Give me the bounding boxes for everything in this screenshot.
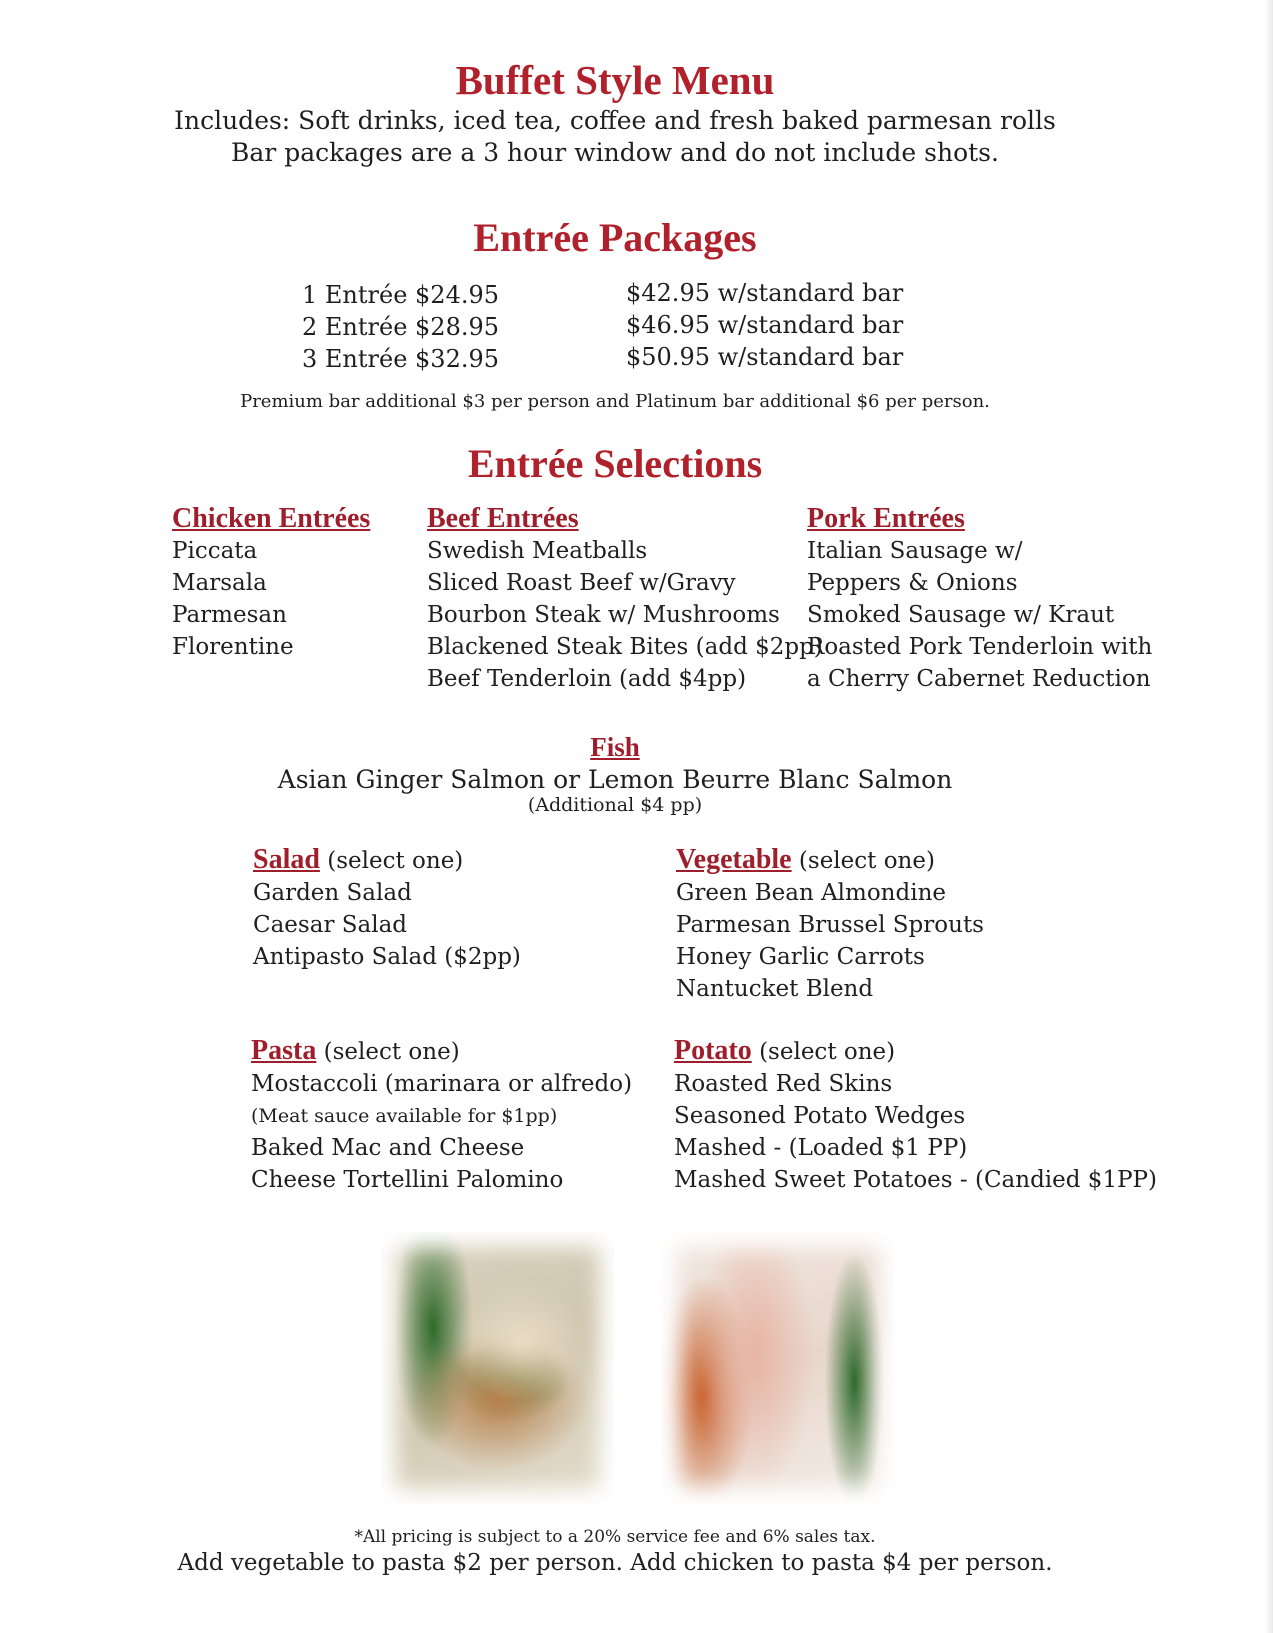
premium-bar-note: Premium bar additional $3 per person and Platinum bar additional $6 per person. [240, 391, 990, 412]
beef-heading: Beef Entrées [427, 503, 579, 534]
beef-item: Beef Tenderloin (add $4pp) [427, 666, 747, 692]
pasta-select-note: (select one) [323, 1039, 460, 1065]
vegetable-column [676, 844, 984, 1005]
salad-column [253, 844, 521, 973]
beef-item: Blackened Steak Bites (add $2pp) [427, 634, 823, 660]
vegetable-item: Honey Garlic Carrots [676, 944, 925, 970]
chicken-column [172, 503, 370, 663]
beef-column [427, 503, 823, 695]
vegetable-item: Nantucket Blend [676, 976, 874, 1002]
salad-item: Caesar Salad [253, 912, 408, 938]
page-edge-shadow [1265, 0, 1273, 1633]
potato-select-note: (select one) [759, 1039, 896, 1065]
pasta-meat-sauce-note: (Meat sauce available for $1pp) [251, 1105, 558, 1127]
chicken-item: Piccata [172, 538, 258, 564]
potato-item: Seasoned Potato Wedges [674, 1103, 966, 1129]
pork-item: Roasted Pork Tenderloin with [807, 634, 1153, 660]
fish-options: Asian Ginger Salmon or Lemon Beurre Blanc Salmon [277, 765, 953, 794]
pasta-item: Mostaccoli (marinara or alfredo) [251, 1071, 633, 1097]
pork-item: Italian Sausage w/ [807, 538, 1023, 564]
menu-title: Buffet Style Menu [455, 57, 775, 103]
package-entree-1: 1 Entrée $24.95 [302, 281, 500, 309]
pasta-item: Baked Mac and Cheese [251, 1135, 525, 1161]
packages-title: Entrée Packages [473, 215, 757, 260]
package-bar-3: $50.95 w/standard bar [626, 343, 904, 371]
vegetable-item: Parmesan Brussel Sprouts [676, 912, 984, 938]
pork-item: Smoked Sausage w/ Kraut [807, 602, 1115, 628]
potato-item: Mashed Sweet Potatoes - (Candied $1PP) [674, 1167, 1157, 1193]
pasta-item: Cheese Tortellini Palomino [251, 1167, 564, 1193]
beef-item: Swedish Meatballs [427, 538, 648, 564]
vegetable-item: Green Bean Almondine [676, 880, 947, 906]
potato-item: Roasted Red Skins [674, 1071, 893, 1097]
pasta-heading: Pasta [251, 1035, 317, 1066]
salad-item: Antipasto Salad ($2pp) [253, 944, 521, 970]
potato-column [674, 1035, 1157, 1196]
chicken-item: Marsala [172, 570, 267, 596]
pork-item: Peppers & Onions [807, 570, 1018, 596]
potato-item: Mashed - (Loaded $1 PP) [674, 1135, 968, 1161]
pork-item: a Cherry Cabernet Reduction [807, 666, 1151, 692]
package-bar-1: $42.95 w/standard bar [626, 279, 904, 307]
vegetable-select-note: (select one) [798, 848, 935, 874]
package-bar-2: $46.95 w/standard bar [626, 311, 904, 339]
beef-item: Bourbon Steak w/ Mushrooms [427, 602, 780, 628]
chicken-item: Parmesan [172, 602, 287, 628]
potato-heading: Potato [674, 1035, 752, 1066]
bar-window-line: Bar packages are a 3 hour window and do not include shots. [231, 138, 999, 167]
pork-heading: Pork Entrées [807, 503, 965, 534]
package-entree-2: 2 Entrée $28.95 [302, 313, 500, 341]
pasta-column [251, 1035, 632, 1196]
chicken-dish-photo [382, 1232, 614, 1504]
includes-line: Includes: Soft drinks, iced tea, coffee and fresh baked parmesan rolls [174, 106, 1056, 135]
fish-additional-note: (Additional $4 pp) [527, 794, 703, 816]
salad-item: Garden Salad [253, 880, 412, 906]
salmon-dish-photo [662, 1232, 894, 1504]
fish-block [0, 732, 1230, 816]
pasta-addons-note: Add vegetable to pasta $2 per person. Add chicken to pasta $4 per person. [177, 1550, 1053, 1576]
beef-item: Sliced Roast Beef w/Gravy [427, 570, 736, 596]
fish-heading: Fish [590, 732, 640, 762]
selections-title: Entrée Selections [467, 441, 763, 486]
pork-column [807, 503, 1152, 695]
salad-select-note: (select one) [327, 848, 464, 874]
vegetable-heading: Vegetable [676, 844, 792, 875]
pricing-footnote: *All pricing is subject to a 20% service fee and 6% sales tax. [354, 1527, 876, 1547]
package-entree-3: 3 Entrée $32.95 [302, 345, 500, 373]
chicken-item: Florentine [172, 634, 294, 660]
chicken-heading: Chicken Entrées [172, 503, 371, 534]
salad-heading: Salad [253, 844, 320, 875]
